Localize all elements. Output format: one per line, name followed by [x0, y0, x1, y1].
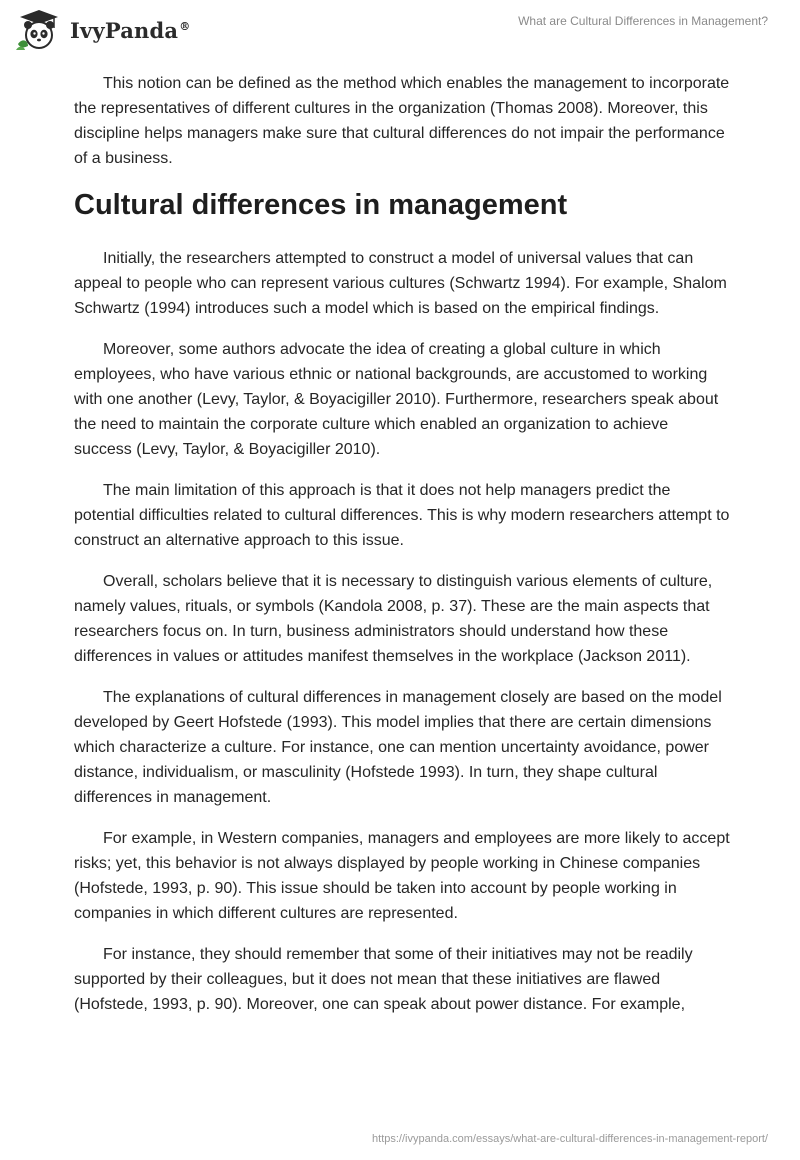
article-body	[74, 71, 730, 1033]
ivypanda-logo[interactable]	[14, 8, 190, 52]
section-heading: Cultural differences in management	[74, 189, 568, 221]
source-url[interactable]: https://ivypanda.com/essays/what-are-cultural-differences-in-management-report/	[372, 1133, 768, 1145]
paragraph: Initially, the researchers attempted to construct a model of universal values that can appeal to people who can represent various cultures (Schwartz 1994). For example, Shalom Schwartz (1994) introduces such a model which is based on the empirical findings.	[74, 250, 727, 317]
paragraph: For example, in Western companies, managers and employees are more likely to accept risks; yet, this behavior is not always displayed by people working in Chinese companies (Hofstede, 1993, p. 90). This issue should be taken into account by people working in companies in which different cultures are represented.	[74, 830, 730, 922]
paragraph: The explanations of cultural differences in management closely are based on the model developed by Geert Hofstede (1993). This model implies that there are certain dimensions which characterize a culture. For instance, one can mention uncertainty avoidance, power distance, individualism, or masculinity (Hofstede 1993). In turn, they shape cultural differences in management.	[74, 689, 722, 806]
paragraph: For instance, they should remember that some of their initiatives may not be readily supported by their colleagues, but it does not mean that these initiatives are flawed (Hofstede, 1993, p. 90). Moreover, one can speak about power distance. For example,	[74, 946, 693, 1013]
paragraph: The main limitation of this approach is that it does not help managers predict the potential difficulties related to cultural differences. This is why modern researchers attempt to construct an alternative approach to this issue.	[74, 482, 730, 549]
paragraph: Overall, scholars believe that it is necessary to distinguish various elements of culture, namely values, rituals, or symbols (Kandola 2008, p. 37). These are the main aspects that researchers focus on. In turn, business administrators should understand how these differences in values or attitudes manifest themselves in the workplace (Jackson 2011).	[74, 573, 713, 665]
logo-text: IvyPanda®	[70, 17, 191, 43]
page-header	[0, 0, 800, 60]
intro-paragraph: This notion can be defined as the method which enables the management to incorporate the representatives of different cultures in the organization (Thomas 2008). Moreover, this discipline helps managers make sure that cultural differences do not impair the performance of a business.	[74, 75, 730, 167]
paragraph: Moreover, some authors advocate the idea of creating a global culture in which employees, who have various ethnic or national backgrounds, are accustomed to working with one another (Levy, Taylor, & Boyacigiller 2010). Furthermore, researchers speak about the need to maintain the corporate culture which enabled an organization to achieve success (Levy, Taylor, & Boyacigiller 2010).	[74, 341, 719, 458]
panda-graduate-icon	[14, 8, 64, 52]
document-title: What are Cultural Differences in Management?	[518, 14, 768, 28]
registered-mark: ®	[179, 19, 191, 33]
